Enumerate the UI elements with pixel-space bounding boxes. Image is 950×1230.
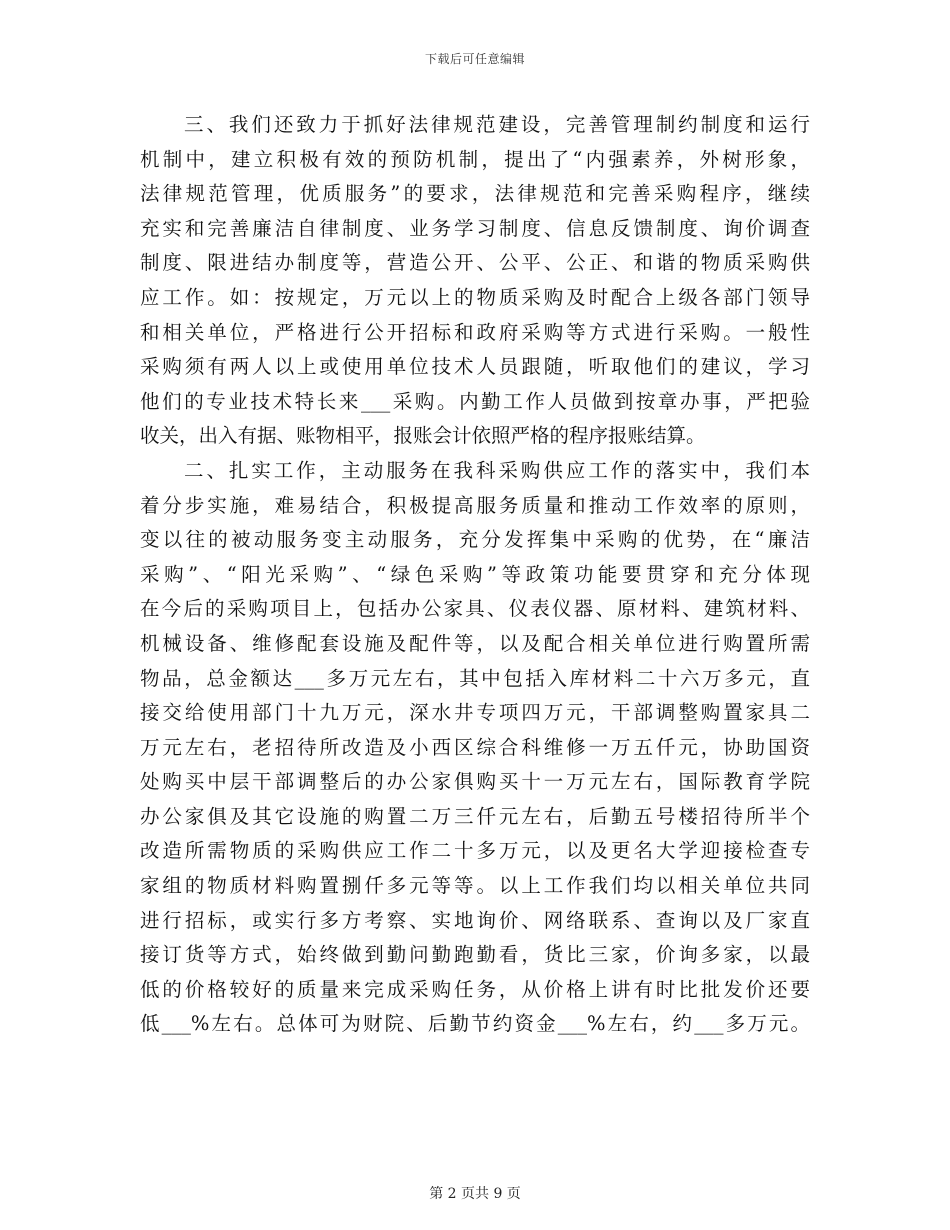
paragraph-line: 变以往的被动服务变主动服务，充分发挥集中采购的优势，在“廉洁 (140, 528, 810, 552)
paragraph-line: 采购须有两人以上或使用单位技术人员跟随，听取他们的建议，学习 (140, 355, 810, 379)
paragraph-line: 采购”、“阳光采购”、“绿色采购”等政策功能要贯穿和充分体现 (140, 562, 810, 586)
paragraph-line: 接订货等方式，始终做到勤问勤跑勤看，货比三家，价询多家，以最 (140, 943, 810, 967)
paragraph-line: 他们的专业技术特长来___采购。内勤工作人员做到按章办事，严把验 (140, 389, 810, 413)
paragraph-line: 家组的物质材料购置捌仟多元等等。以上工作我们均以相关单位共同 (140, 874, 810, 898)
paragraph-line: 机制中，建立积极有效的预防机制，提出了“内强素养，外树形象， (140, 147, 810, 171)
paragraph-line: 制度、限进结办制度等，营造公开、公平、公正、和谐的物质采购供 (140, 251, 810, 275)
paragraph-line: 办公家俱及其它设施的购置二万三仟元左右，后勤五号楼招待所半个 (140, 804, 810, 828)
paragraph-line: 物品，总金额达___多万元左右，其中包括入库材料二十六万多元，直 (140, 666, 810, 690)
paragraph-line: 低___%左右。总体可为财院、后勤节约资金___%左右，约___多万元。 (140, 1012, 810, 1036)
paragraph-line: 接交给使用部门十九万元，深水井专项四万元，干部调整购置家具二 (140, 701, 810, 725)
paragraph-line: 机械设备、维修配套设施及配件等，以及配合相关单位进行购置所需 (140, 631, 810, 655)
paragraph-line: 二、扎实工作，主动服务在我科采购供应工作的落实中，我们本 (184, 458, 810, 482)
document-body (140, 108, 810, 1042)
paragraph-line: 低的价格较好的质量来完成采购任务，从价格上讲有时比批发价还要 (140, 977, 810, 1001)
paragraph-line: 法律规范管理，优质服务”的要求，法律规范和完善采购程序，继续 (140, 182, 810, 206)
paragraph-line: 改造所需物质的采购供应工作二十多万元，以及更名大学迎接检查专 (140, 839, 810, 863)
paragraph-line: 三、我们还致力于抓好法律规范建设，完善管理制约制度和运行 (184, 113, 810, 136)
paragraph-line: 在今后的采购项目上，包括办公家具、仪表仪器、原材料、建筑材料、 (140, 597, 810, 621)
page-header: 下载后可任意编辑 (424, 52, 525, 66)
paragraph-line: 充实和完善廉洁自律制度、业务学习制度、信息反馈制度、询价调查 (140, 216, 810, 240)
page-footer: 第 2 页共 9 页 (429, 1186, 521, 1202)
paragraph-line: 万元左右，老招待所改造及小西区综合科维修一万五仟元，协助国资 (140, 735, 810, 759)
paragraph-line: 着分步实施，难易结合，积极提高服务质量和推动工作效率的原则， (140, 493, 810, 517)
paragraph-line: 应工作。如：按规定，万元以上的物质采购及时配合上级各部门领导 (140, 285, 810, 309)
paragraph-line: 和相关单位，严格进行公开招标和政府采购等方式进行采购。一般性 (140, 320, 810, 344)
paragraph-line: 收关，出入有据、账物相平，报账会计依照严格的程序报账结算。 (140, 424, 706, 448)
paragraph-1 (140, 108, 810, 454)
paragraph-line: 处购买中层干部调整后的办公家俱购买十一万元左右，国际教育学院 (140, 770, 810, 794)
paragraph-line: 进行招标，或实行多方考察、实地询价、网络联系、查询以及厂家直 (140, 908, 810, 932)
paragraph-2 (140, 454, 810, 1042)
